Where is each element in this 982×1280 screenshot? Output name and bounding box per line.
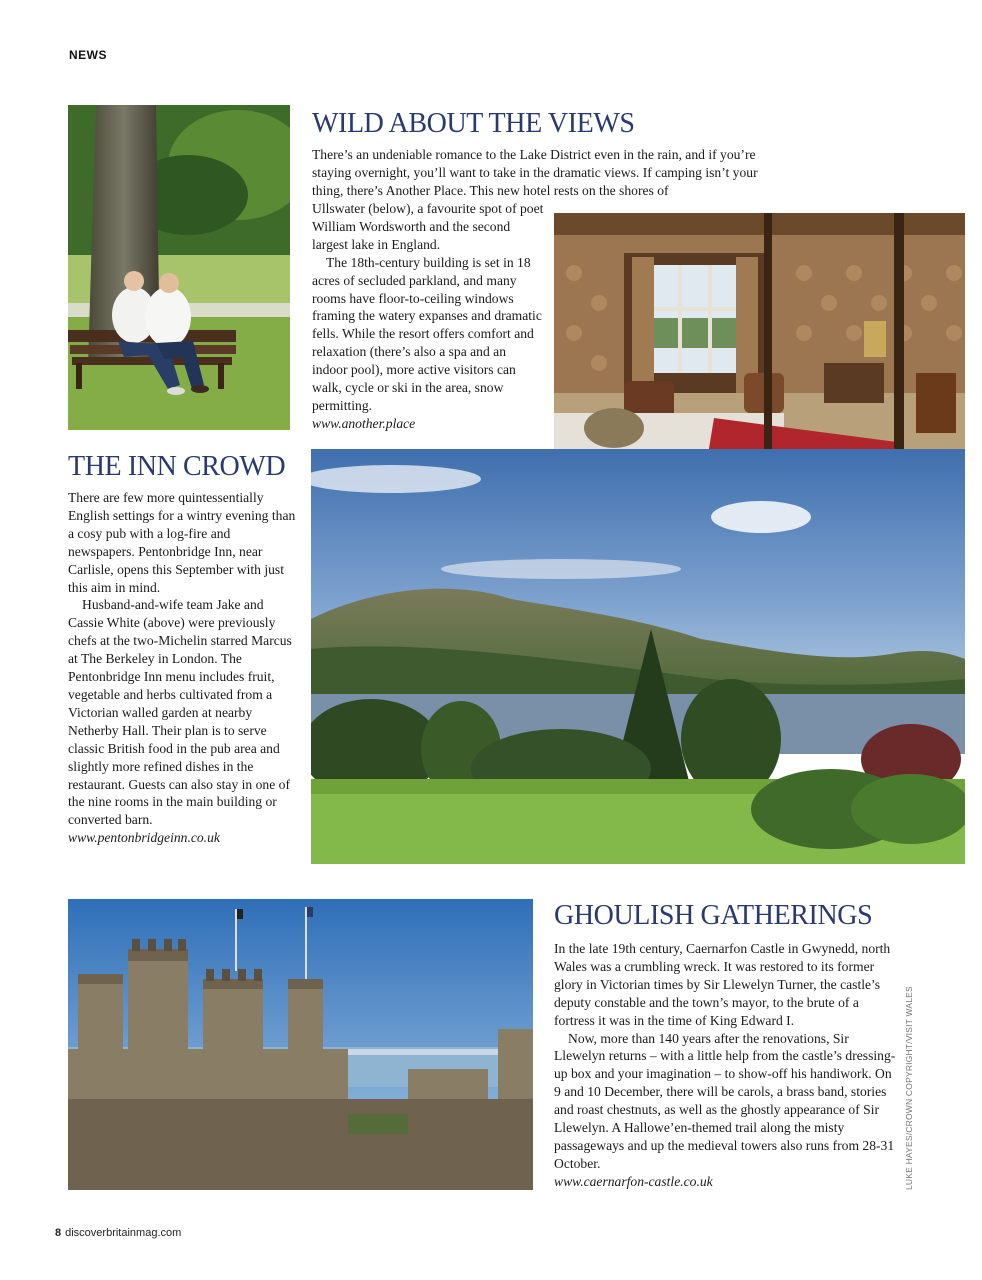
chefs-photo-art bbox=[68, 105, 290, 430]
views-para2: The 18th-century building is set in 18 acres of secluded parkland, and many rooms have floor-to-ceiling windows framing the watery expanses and dramatic fells. While the resort offers comfort and relaxation (there’s also a spa and an indoor pool), more active visitors can walk, cycle or ski in the area, snow permitting. bbox=[312, 254, 542, 413]
views-title: WILD ABOUT THE VIEWS bbox=[312, 108, 635, 139]
page-footer bbox=[55, 1227, 181, 1239]
views-para1-end: Ullswater (below), a favourite spot of poet William Wordsworth and the second largest lake in England. bbox=[312, 201, 544, 252]
inn-para1: There are few more quintessentially English settings for a wintry evening than a cosy pub with a log-fire and newspapers. Pentonbridge Inn, near Carlisle, opens this September with just this aim in mind. bbox=[68, 490, 296, 595]
site-url[interactable]: discoverbritainmag.com bbox=[65, 1227, 182, 1239]
chefs-photo bbox=[68, 105, 290, 430]
inn-title: THE INN CROWD bbox=[68, 451, 286, 482]
bedroom-photo-art bbox=[554, 213, 965, 479]
castle-photo-art bbox=[68, 899, 533, 1190]
castle-photo bbox=[68, 899, 533, 1190]
views-narrow-column bbox=[312, 200, 544, 433]
bedroom-photo bbox=[554, 213, 965, 479]
inn-para2: Husband-and-wife team Jake and Cassie White (above) were previously chefs at the two-Michelin starred Marcus at The Berkeley in London. The Pentonbridge Inn menu includes fruit, vegetable and herbs cultivated from a Victorian walled garden at nearby Netherby Hall. Their plan is to serve classic British food in the pub area and slightly more refined dishes in the restaurant. Guests can also stay in one of the nine rooms in the main building or converted barn. bbox=[68, 597, 292, 828]
page-number: 8 bbox=[55, 1227, 62, 1239]
lake-photo-art bbox=[311, 449, 965, 864]
ghoul-para1: In the late 19th century, Caernarfon Castle in Gwynedd, north Wales was a crumbling wreck. It was restored to its former glory in Victorian times by Sir Llewelyn Turner, the castle’s deputy constable and the town’s mayor, to the brute of a fortress it was in the time of King Edward I. bbox=[554, 941, 891, 1028]
ghoul-title: GHOULISH GATHERINGS bbox=[554, 900, 873, 931]
views-url[interactable]: www.another.place bbox=[312, 415, 416, 431]
ghoul-url[interactable]: www.caernarfon-castle.co.uk bbox=[554, 1173, 713, 1189]
views-wide-text: There’s an undeniable romance to the Lake District even in the rain, and if you’re staying overnight, you’ll want to take in the dramatic views. If camping isn’t your thing, there’s Another Place. This new hotel rests on the shores of bbox=[312, 147, 758, 198]
lake-photo bbox=[311, 449, 965, 864]
inn-url[interactable]: www.pentonbridgeinn.co.uk bbox=[68, 830, 220, 846]
inn-column bbox=[68, 489, 296, 847]
section-label: NEWS bbox=[69, 48, 107, 62]
ghoul-para2: Now, more than 140 years after the renovations, Sir Llewelyn returns – with a little help from the castle’s dressing-up box and your imagination – to show-off his handiwork. On 9 and 10 December, there will be carols, a brass band, stories and roast chestnuts, as well as the ghostly appearance of Sir Llewelyn. A Hallowe’en-themed trail along the misty passageways and up the medieval towers also runs from 28-31 October. bbox=[554, 1030, 896, 1171]
photo-credit: LUKE HAYES/CROWN COPYRIGHT/VISIT WALES bbox=[904, 986, 914, 1190]
ghoul-column bbox=[554, 940, 900, 1191]
